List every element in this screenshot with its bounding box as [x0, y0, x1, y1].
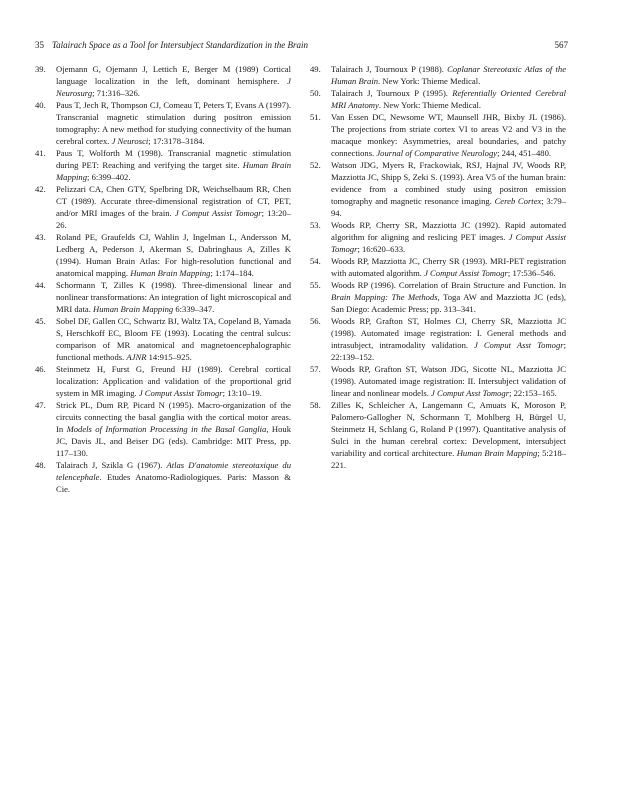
reference-entry — [35, 147, 291, 183]
reference-text: ; 6:399–402. — [87, 172, 131, 182]
reference-text: ; 13:10–19. — [222, 388, 262, 398]
reference-text: Woods RP, Mazziotta JC, Cherry SR (1993). MRI-PET registration with automated algorithm. — [331, 256, 566, 278]
reference-entry — [35, 315, 291, 363]
reference-text: Talairach J, Szikla G (1967). — [56, 460, 167, 470]
running-header — [35, 38, 568, 52]
reference-source: J Neurosci — [111, 136, 149, 146]
reference-entry — [310, 255, 566, 279]
reference-text: ; 22:153–165. — [509, 388, 557, 398]
reference-entry — [310, 159, 566, 219]
reference-text: Strick PL, Dum RP, Picard N (1995). Macro-organization of the circuits connecting the basal ganglia with the cortical motor areas. In — [56, 400, 291, 434]
reference-number: 42. — [35, 184, 46, 194]
reference-source: Brain Mapping: The Methods — [331, 292, 438, 302]
reference-text: Zilles K, Schleicher A, Langemann C, Amuats K, Moroson P, Palomero-Gallogher N, Schormann T, Mohlberg H, Bürgel U, Steinmetz H, Schlang G, Roland P (1997). Quantitative analysis of Sulci in the human cerebral cortex: Development, intersubject variability and cortical architecture. — [331, 400, 566, 458]
reference-entry — [35, 279, 291, 315]
references-right-column — [310, 63, 566, 471]
reference-number: 41. — [35, 148, 46, 158]
reference-source: J Comput Assist Tomogr — [138, 388, 223, 398]
reference-entry — [35, 183, 291, 231]
reference-text: ; 71:316–326. — [92, 88, 140, 98]
references-left-column — [35, 63, 291, 495]
reference-text: Woods RP, Cherry SR, Mazziotta JC (1992). Rapid automated algorithm for aligning and reslicing PET images. — [331, 220, 566, 242]
chapter-title: Talairach Space as a Tool for Intersubject Standardization in the Brain — [52, 40, 309, 50]
reference-source: Referentially Oriented Cerebral MRI Anatomy — [331, 88, 567, 110]
reference-number: 52. — [310, 160, 321, 170]
reference-source: J Comput Asst Tomogr — [474, 340, 564, 350]
reference-text: Woods RP, Grafton ST, Holmes CJ, Cherry SR, Mazziotta JC (1998). Automated image registration: I. General methods and intrasubject, intramodality validation. — [331, 316, 566, 350]
reference-text: Woods RP, Grafton ST, Watson JDG, Sicotte NL, Mazziotta JC (1998). Automated image registration: II. Intersubject validation of linear and nonlinear models. — [331, 364, 566, 398]
reference-text: Talairach J, Tournoux P (1988). — [331, 64, 448, 74]
reference-entry — [310, 399, 566, 471]
reference-text: . Etudes Anatomo-Radiologiques. Paris: Masson & Cie. — [56, 472, 291, 494]
reference-number: 40. — [35, 100, 46, 110]
reference-entry — [310, 219, 566, 255]
reference-source: Human Brain Mapping — [56, 160, 292, 182]
reference-text: Woods RP (1996). Correlation of Brain Structure and Function. In — [331, 280, 566, 290]
reference-text: Paus T, Jech R, Thompson CJ, Comeau T, Peters T, Evans A (1997). Transcranial magnetic stimulation during positron emission tomography: A new method for studying connectivity of the human cerebral cortex. — [56, 100, 291, 146]
reference-text: ; 3:79–94. — [331, 196, 566, 218]
chapter-number: 35 — [35, 40, 44, 50]
reference-text: Sobel DF, Gallen CC, Schwartz BJ, Waltz TA, Copeland B, Yamada S, Herschkoff EC, Bloom FE (1993). Locating the central sulcus: comparison of MR anatomical and magnetoencephalographic functional methods. — [56, 316, 291, 362]
reference-number: 45. — [35, 316, 46, 326]
reference-entry — [35, 231, 291, 279]
reference-text: 6:339–347. — [173, 304, 215, 314]
reference-text: ; 1:174–184. — [210, 268, 254, 278]
reference-number: 44. — [35, 280, 46, 290]
reference-entry — [310, 363, 566, 399]
reference-text: Steinmetz H, Furst G, Freund HJ (1989). Cerebral cortical localization: Application and validation of the proportional grid system in MR imaging. — [56, 364, 291, 398]
reference-text: ; 16:620–633. — [357, 244, 406, 254]
reference-text: Pelizzari CA, Chen GTY, Spelbring DR, Weichselbaum RR, Chen CT (1989). Accurate three-dimensional registration of CT, PET, and/or MRI images of the brain. — [56, 184, 291, 218]
reference-text: Talairach J, Tournoux P (1995). — [331, 88, 453, 98]
reference-source: Coplanar Stereotaxic Atlas of the Human Brain — [331, 64, 567, 86]
page-number: 567 — [554, 40, 568, 50]
reference-source: J Comput Assist Tomogr — [424, 268, 508, 278]
reference-text: , Toga AW and Mazziotta JC (eds), San Diego: Academic Press; pp. 313–341. — [331, 292, 566, 314]
reference-number: 49. — [310, 64, 321, 74]
reference-source: Human Brain Mapping — [456, 448, 538, 458]
reference-text: 14:915–925. — [146, 352, 192, 362]
reference-text: ; 17:536–546. — [507, 268, 556, 278]
reference-entry — [310, 279, 566, 315]
reference-text: Van Essen DC, Newsome WT, Maunsell JHR, Bixby JL (1986). The projections from striate cortex VI to areas V2 and V3 in the macaque monkey: Asymmetries, areal boundaries, and patchy connections. — [331, 112, 566, 158]
reference-text: Schormann T, Zilles K (1998). Three-dimensional linear and nonlinear transformations: An integration of light microscopical and MRI data. — [56, 280, 291, 314]
reference-text: , Houk JC, Davis JL, and Beiser DG (eds). Cambridge: MIT Press, pp. 117–130. — [56, 424, 291, 458]
reference-number: 46. — [35, 364, 46, 374]
reference-text: Watson JDG, Myers R, Frackowiak, RSJ, Hajnal JV, Woods RP, Mazziotta JC, Shipp S, Zeki S. (1993). Area V5 of the human brain: evidence from a combined study using positron emission tomography and magnetic resonance imaging. — [331, 160, 566, 206]
reference-number: 43. — [35, 232, 46, 242]
reference-text: ; 17:3178–3184. — [148, 136, 205, 146]
reference-text: Roland PE, Graufelds CJ, Wahlin J, Ingelman L, Andersson M, Ledberg A, Pederson J, Akerman S, Dabringhaus A, Zilles K (1994). Human Brain Atlas: For high-resolution functional and anatomical mapping. — [56, 232, 291, 278]
reference-source: AJNR — [126, 352, 147, 362]
reference-number: 57. — [310, 364, 321, 374]
reference-text: ; 22:139–152. — [331, 340, 566, 362]
reference-source: Human Brain Mapping — [130, 268, 211, 278]
reference-entry — [35, 99, 291, 147]
reference-text: Paus T, Wolforth M (1998). Transcranial magnetic stimulation during PET: Reaching and verifying the target site. — [56, 148, 291, 170]
reference-entry — [35, 399, 291, 459]
reference-entry — [35, 63, 291, 99]
reference-number: 58. — [310, 400, 321, 410]
reference-text: . New York: Thieme Medical. — [378, 76, 481, 86]
reference-number: 54. — [310, 256, 321, 266]
reference-source: Cereb Cortex — [494, 196, 542, 206]
reference-entry — [310, 315, 566, 363]
reference-source: Atlas D'anatomie stereotaxique du telencephale — [56, 460, 291, 482]
reference-text: ; 5:218–221. — [331, 448, 566, 470]
header-left — [35, 38, 308, 52]
reference-source: J Comput Asst Tomogr — [431, 388, 510, 398]
reference-entry — [310, 87, 566, 111]
reference-entry — [35, 363, 291, 399]
reference-text: Ojemann G, Ojemann J, Lettich E, Berger M (1989) Cortical language localization in the left, dominant hemisphere. — [56, 64, 291, 86]
reference-number: 56. — [310, 316, 321, 326]
reference-number: 51. — [310, 112, 321, 122]
reference-entry — [35, 459, 291, 495]
reference-number: 55. — [310, 280, 321, 290]
reference-source: J Comput Assist Tomogr — [331, 232, 566, 254]
reference-source: Models of Information Processing in the Basal Ganglia — [66, 424, 267, 434]
reference-source: Human Brain Mapping — [93, 304, 174, 314]
reference-number: 48. — [35, 460, 46, 470]
reference-source: J Neurosurg — [56, 76, 291, 98]
reference-number: 50. — [310, 88, 321, 98]
reference-number: 39. — [35, 64, 46, 74]
reference-entry — [310, 63, 566, 87]
reference-text: ; 244, 451–480. — [497, 148, 552, 158]
reference-source: J Comput Assist Tomogr — [174, 208, 262, 218]
reference-source: Journal of Comparative Neurology — [376, 148, 498, 158]
reference-entry — [310, 111, 566, 159]
reference-text: . New York: Thieme Medical. — [378, 100, 482, 110]
reference-number: 47. — [35, 400, 46, 410]
reference-number: 53. — [310, 220, 321, 230]
reference-text: ; 13:20–26. — [56, 208, 291, 230]
